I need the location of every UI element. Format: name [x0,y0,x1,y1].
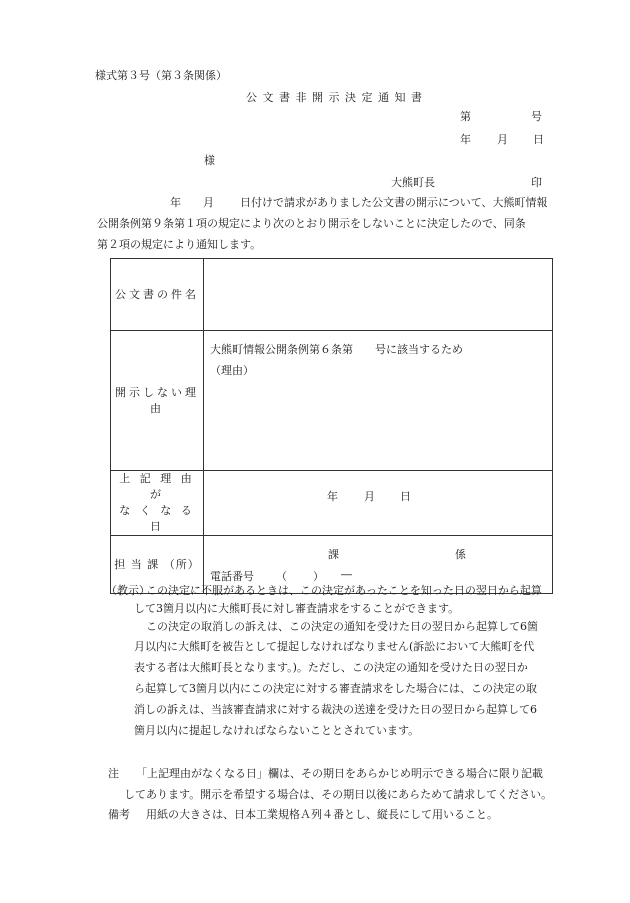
phone-open-paren: （ [276,570,287,583]
recipient-sama: 様 [204,154,215,167]
instruction-line-1: この決定に不服があるときは、この決定があったことを知った日の翌日から起算 [146,584,542,597]
doc-name-field[interactable] [204,259,553,331]
phone-close-paren: ） [313,570,324,583]
reason-subheading: （理由） [210,364,254,377]
expiry-label-line-1: 上 記 理 由 が [119,472,195,501]
doc-number-dai: 第 [460,110,471,123]
staff-label: 担 当 課 （所） [111,536,204,594]
doc-number-go: 号 [531,110,542,123]
doc-name-row [111,259,553,331]
note-line-2: してあります。開示を希望する場合は、その期日以後にあらためて請求してください。 [124,788,553,801]
instruction-line-6: ら起算して3箇月以内にこの決定に対する審査請求をした場合には、この決定の取 [134,682,537,695]
reason-row [111,331,553,471]
phone-dash: ― [341,568,352,581]
remarks-label: 備考 [108,808,130,821]
instruction-line-3: この決定の取消しの訴えは、この決定の通知を受けた日の翌日から起算して6箇 [146,620,538,633]
doc-name-label: 公文書の件名 [111,259,204,331]
staff-ka-label: 課 [328,548,339,561]
date-month-label: 月 [497,133,508,146]
intro-month: 月 [203,196,214,209]
instruction-line-4: 月以内に大熊町を被告として提起しなければなりません(訴訟において大熊町を代 [134,640,535,653]
sender-name: 大熊町長 [391,176,435,189]
date-day-label: 日 [533,133,544,146]
date-year-label: 年 [460,133,471,146]
instruction-line-8: 箇月以内に提起しなければならないこととされています。 [134,724,420,737]
phone-label: 電話番号 [210,570,254,583]
intro-line-2: 公開条例第９条第１項の規定により次のとおり開示をしないことに決定したので、同条 [97,217,526,230]
reason-label: 開示しない理由 [111,331,204,471]
note-line-1: 「上記理由がなくなる日」欄は、その期日をあらかじめ明示できる場合に限り記載 [136,767,543,780]
seal-mark: 印 [531,176,542,189]
expiry-day-label: 日 [400,490,411,503]
intro-line-1: 日付けで請求がありました公文書の開示について、大熊町情報 [240,196,548,209]
instruction-line-7: 消しの訴えは、当該審査請求に対する裁決の送達を受けた日の翌日から起算して6 [134,703,537,716]
expiry-field[interactable] [204,471,553,536]
remarks-text: 用紙の大きさは、日本工業規格Ａ列４番とし、縦長にして用いること。 [146,808,498,821]
expiry-row [111,471,553,536]
expiry-year-label: 年 [327,490,338,503]
instruction-line-2: して3箇月以内に大熊町長に対し審査請求をすることができます。 [134,602,460,615]
instruction-line-5: 表する者は大熊町長となります。)。ただし、この決定の通知を受けた日の翌日か [134,661,528,674]
expiry-label [111,471,204,536]
expiry-month-label: 月 [364,490,375,503]
disclosure-form-table [110,258,553,594]
note-label: 注 [108,767,119,780]
expiry-label-line-2: な く な る 日 [119,504,195,533]
page-title: 公 文 書 非 開 示 決 定 通 知 書 [246,91,423,104]
intro-line-3: 第２項の規定により通知します。 [97,238,262,251]
instruction-heading: （教示） [106,584,150,597]
reason-field[interactable] [204,331,553,471]
form-number: 様式第３号（第３条関係） [95,69,227,82]
staff-kakari-label: 係 [455,548,466,561]
reason-ordinance-line: 大熊町情報公開条例第６条第 号に該当するため [210,343,463,356]
intro-year: 年 [170,196,181,209]
